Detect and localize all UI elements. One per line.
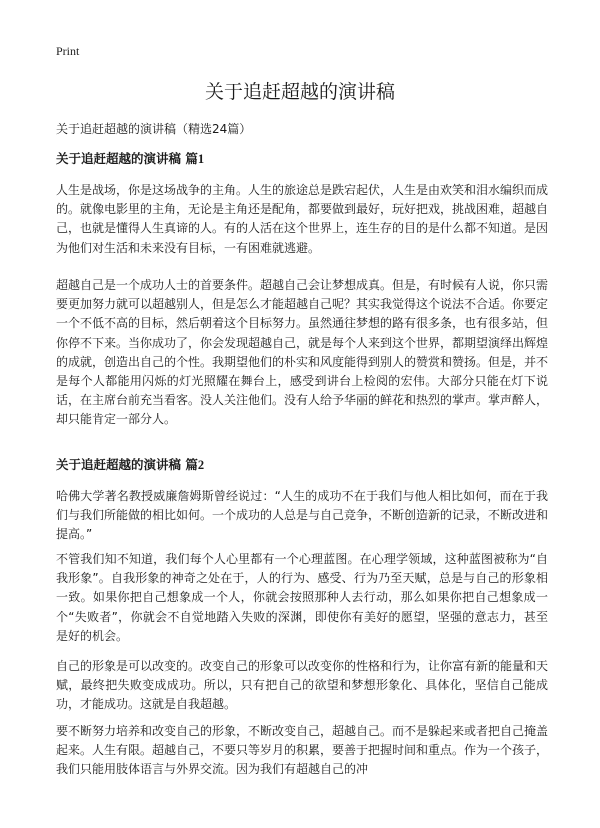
paragraph: 不管我们知不知道，我们每个人心里都有一个心理蓝图。在心理学领域，这种蓝图被称为“自我形象”。自我形象的神奇之处在于，人的行为、感受、行为乃至天赋，总是与自己的形象相一致。如果你把自己想象成一个人，你就会按照那种人去行动，那么如果你把自己想象成一个“失败者”，你就会不自觉地踏入失败的深渊，即使你有美好的愿望，坚强的意志力，甚至是好的机会。 [56, 552, 548, 643]
paragraph: 人生是战场，你是这场战争的主角。人生的旅途总是跌宕起伏，人生是由欢笑和泪水编织而成的。就像电影里的主角，无论是主角还是配角，都要做到最好，玩好把戏，挑战困难，超越自己，也就是懂得人生真谛的人。有的人活在这个世界上，连生存的目的是什么都不知道。是因为他们对生活和未来没有目标，一有困难就逃避。 [56, 183, 549, 255]
paragraph: 自己的形象是可以改变的。改变自己的形象可以改变你的性格和行为，让你富有新的能量和天赋，最终把失败变成成功。所以，只有把自己的欲望和梦想形象化、具体化，坚信自己能成功，才能成功。这就是自我超越。 [56, 659, 549, 712]
document-title: 关于追赶超越的演讲稿 [204, 81, 395, 103]
document-subtitle: 关于追赶超越的演讲稿（精选24篇） [56, 122, 252, 136]
section-heading-number: 篇1 [185, 152, 205, 166]
section-heading-2 [56, 456, 204, 474]
print-link[interactable]: Print [56, 44, 80, 58]
section-heading-number: 篇2 [185, 458, 205, 472]
paragraph: 超越自己是一个成功人士的首要条件。超越自己会让梦想成真。但是，有时候有人说，你只需要更加努力就可以超越别人，但是怎么才能超越自己呢？其实我觉得这个说法不合适。你要定一个不低不高的目标，然后朝着这个目标努力。虽然通往梦想的路有很多条，也有很多站，但你停不下来。当你成功了，你会发现超越自己，就是每个人来到这个世界，都期望演绎出辉煌的成就，创造出自己的个性。我期望他们的朴实和风度能得到别人的赞赏和赞扬。但是，并不是每个人都能用闪烁的灯光照耀在舞台上，感受到讲台上检阅的宏伟。大部分只能在灯下说话，在主席台前充当看客。没人关注他们。没有人给予华丽的鲜花和热烈的掌声。掌声醉人，却只能肯定一部分人。 [56, 278, 549, 427]
section-heading-text: 关于追赶超越的演讲稿 [56, 457, 186, 472]
paragraph: 要不断努力培养和改变自己的形象，不断改变自己，超越自己。而不是躲起来或者把自己掩盖起来。人生有限。超越自己，不要只等岁月的积累，要善于把握时间和重点。作为一个孩子，我们只能用肢体语言与外界交流。因为我们有超越自己的冲 [56, 724, 549, 777]
paragraph: 哈佛大学著名教授威廉詹姆斯曾经说过：“人生的成功不在于我们与他人相比如何，而在于我们与我们所能做的相比如何。一个成功的人总是与自己竞争，不断创造新的记录，不断改进和提高。” [56, 489, 549, 542]
section-heading-1 [56, 150, 204, 168]
section-heading-text: 关于追赶超越的演讲稿 [56, 151, 186, 166]
